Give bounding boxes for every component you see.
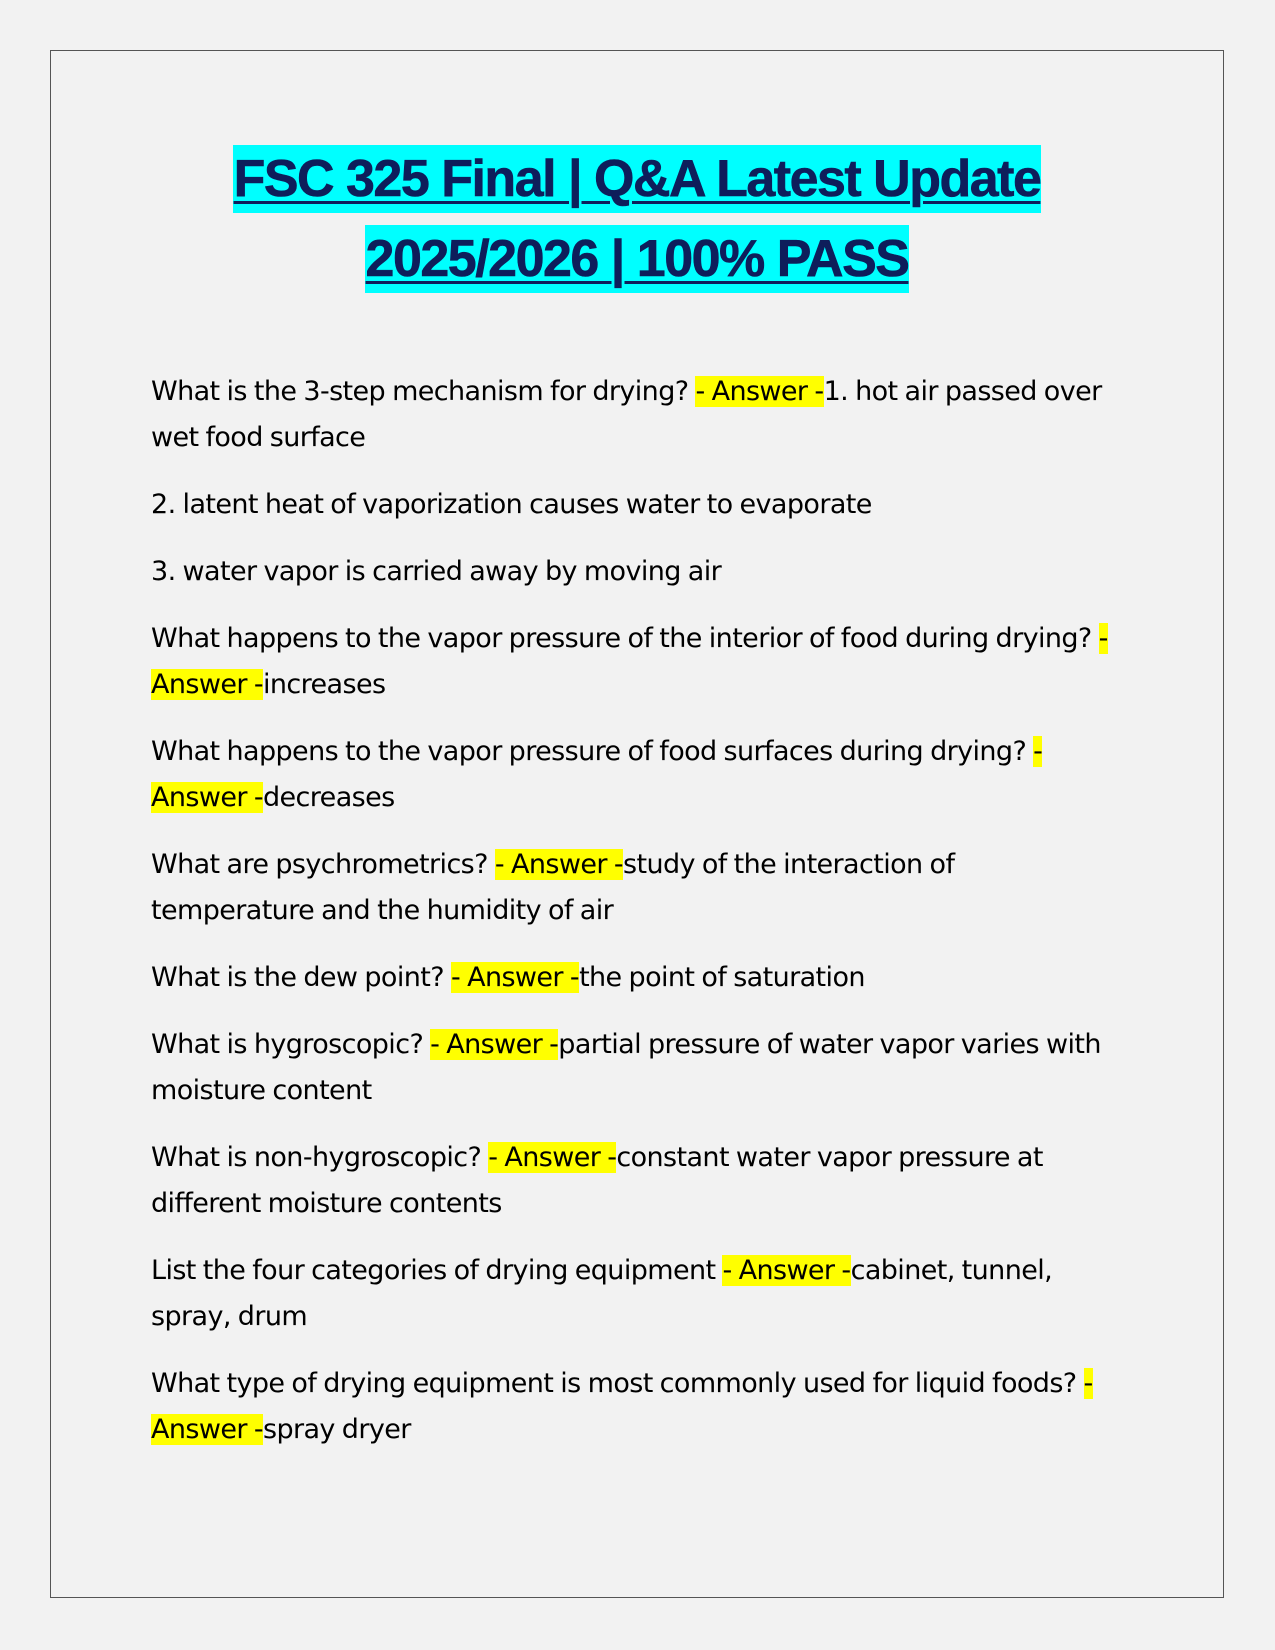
answer-marker: - Answer -: [722, 1255, 851, 1286]
answer-marker: - Answer -: [695, 376, 824, 407]
question-text: What is hygroscopic?: [151, 1029, 431, 1060]
question-text: What is the 3-step mechanism for drying?: [151, 376, 696, 407]
qa-item: [151, 1248, 1116, 1340]
answer-text: study of the interaction of temperature and the humidity of air: [151, 849, 955, 926]
answer-marker: - Answer -: [450, 962, 580, 993]
answer-text: decreases: [262, 782, 395, 813]
qa-item: [151, 616, 1116, 708]
answer-marker: - Answer -: [494, 849, 623, 880]
answer-continuation: [151, 482, 1116, 528]
answer-text: constant water vapor pressure at different moisture contents: [151, 1142, 1043, 1219]
question-text: What type of drying equipment is most commonly used for liquid foods?: [151, 1368, 1084, 1399]
question-text: What is non-hygroscopic?: [151, 1142, 489, 1173]
question-text: What happens to the vapor pressure of food surfaces during drying?: [151, 736, 1034, 767]
answer-text: 2. latent heat of vaporization causes water to evaporate: [151, 489, 872, 520]
answer-text: the point of saturation: [579, 962, 865, 993]
answer-text: partial pressure of water vapor varies with moisture content: [151, 1029, 1101, 1106]
qa-item: [151, 842, 1116, 934]
qa-item: [151, 1135, 1116, 1227]
answer-text: increases: [262, 669, 386, 700]
answer-marker: - Answer -: [430, 1029, 559, 1060]
answer-marker: - Answer -: [151, 736, 1043, 813]
qa-item: [151, 1361, 1116, 1453]
question-text: What are psychrometrics?: [151, 849, 495, 880]
qa-item: [151, 729, 1116, 821]
answer-text: 1. hot air passed over wet food surface: [151, 376, 1102, 453]
answer-marker: - Answer -: [151, 1368, 1093, 1445]
answer-text: spray dryer: [262, 1414, 411, 1445]
qa-item: [151, 1022, 1116, 1114]
document-title: [50, 145, 1224, 305]
title-line-2: 2025/2026 | 100% PASS: [365, 225, 910, 293]
answer-text: 3. water vapor is carried away by moving air: [151, 556, 722, 587]
question-text: What happens to the vapor pressure of the interior of food during drying?: [151, 623, 1099, 654]
answer-marker: - Answer -: [151, 623, 1108, 700]
qa-item: [151, 955, 1116, 1001]
question-text: List the four categories of drying equipment: [151, 1255, 723, 1286]
title-line-1: FSC 325 Final | Q&A Latest Update: [233, 145, 1042, 213]
answer-continuation: [151, 549, 1116, 595]
qa-item: [151, 369, 1116, 461]
question-text: What is the dew point?: [151, 962, 451, 993]
qa-list: [151, 369, 1116, 1474]
answer-marker: - Answer -: [488, 1142, 617, 1173]
answer-text: cabinet, tunnel, spray, drum: [151, 1255, 1053, 1332]
